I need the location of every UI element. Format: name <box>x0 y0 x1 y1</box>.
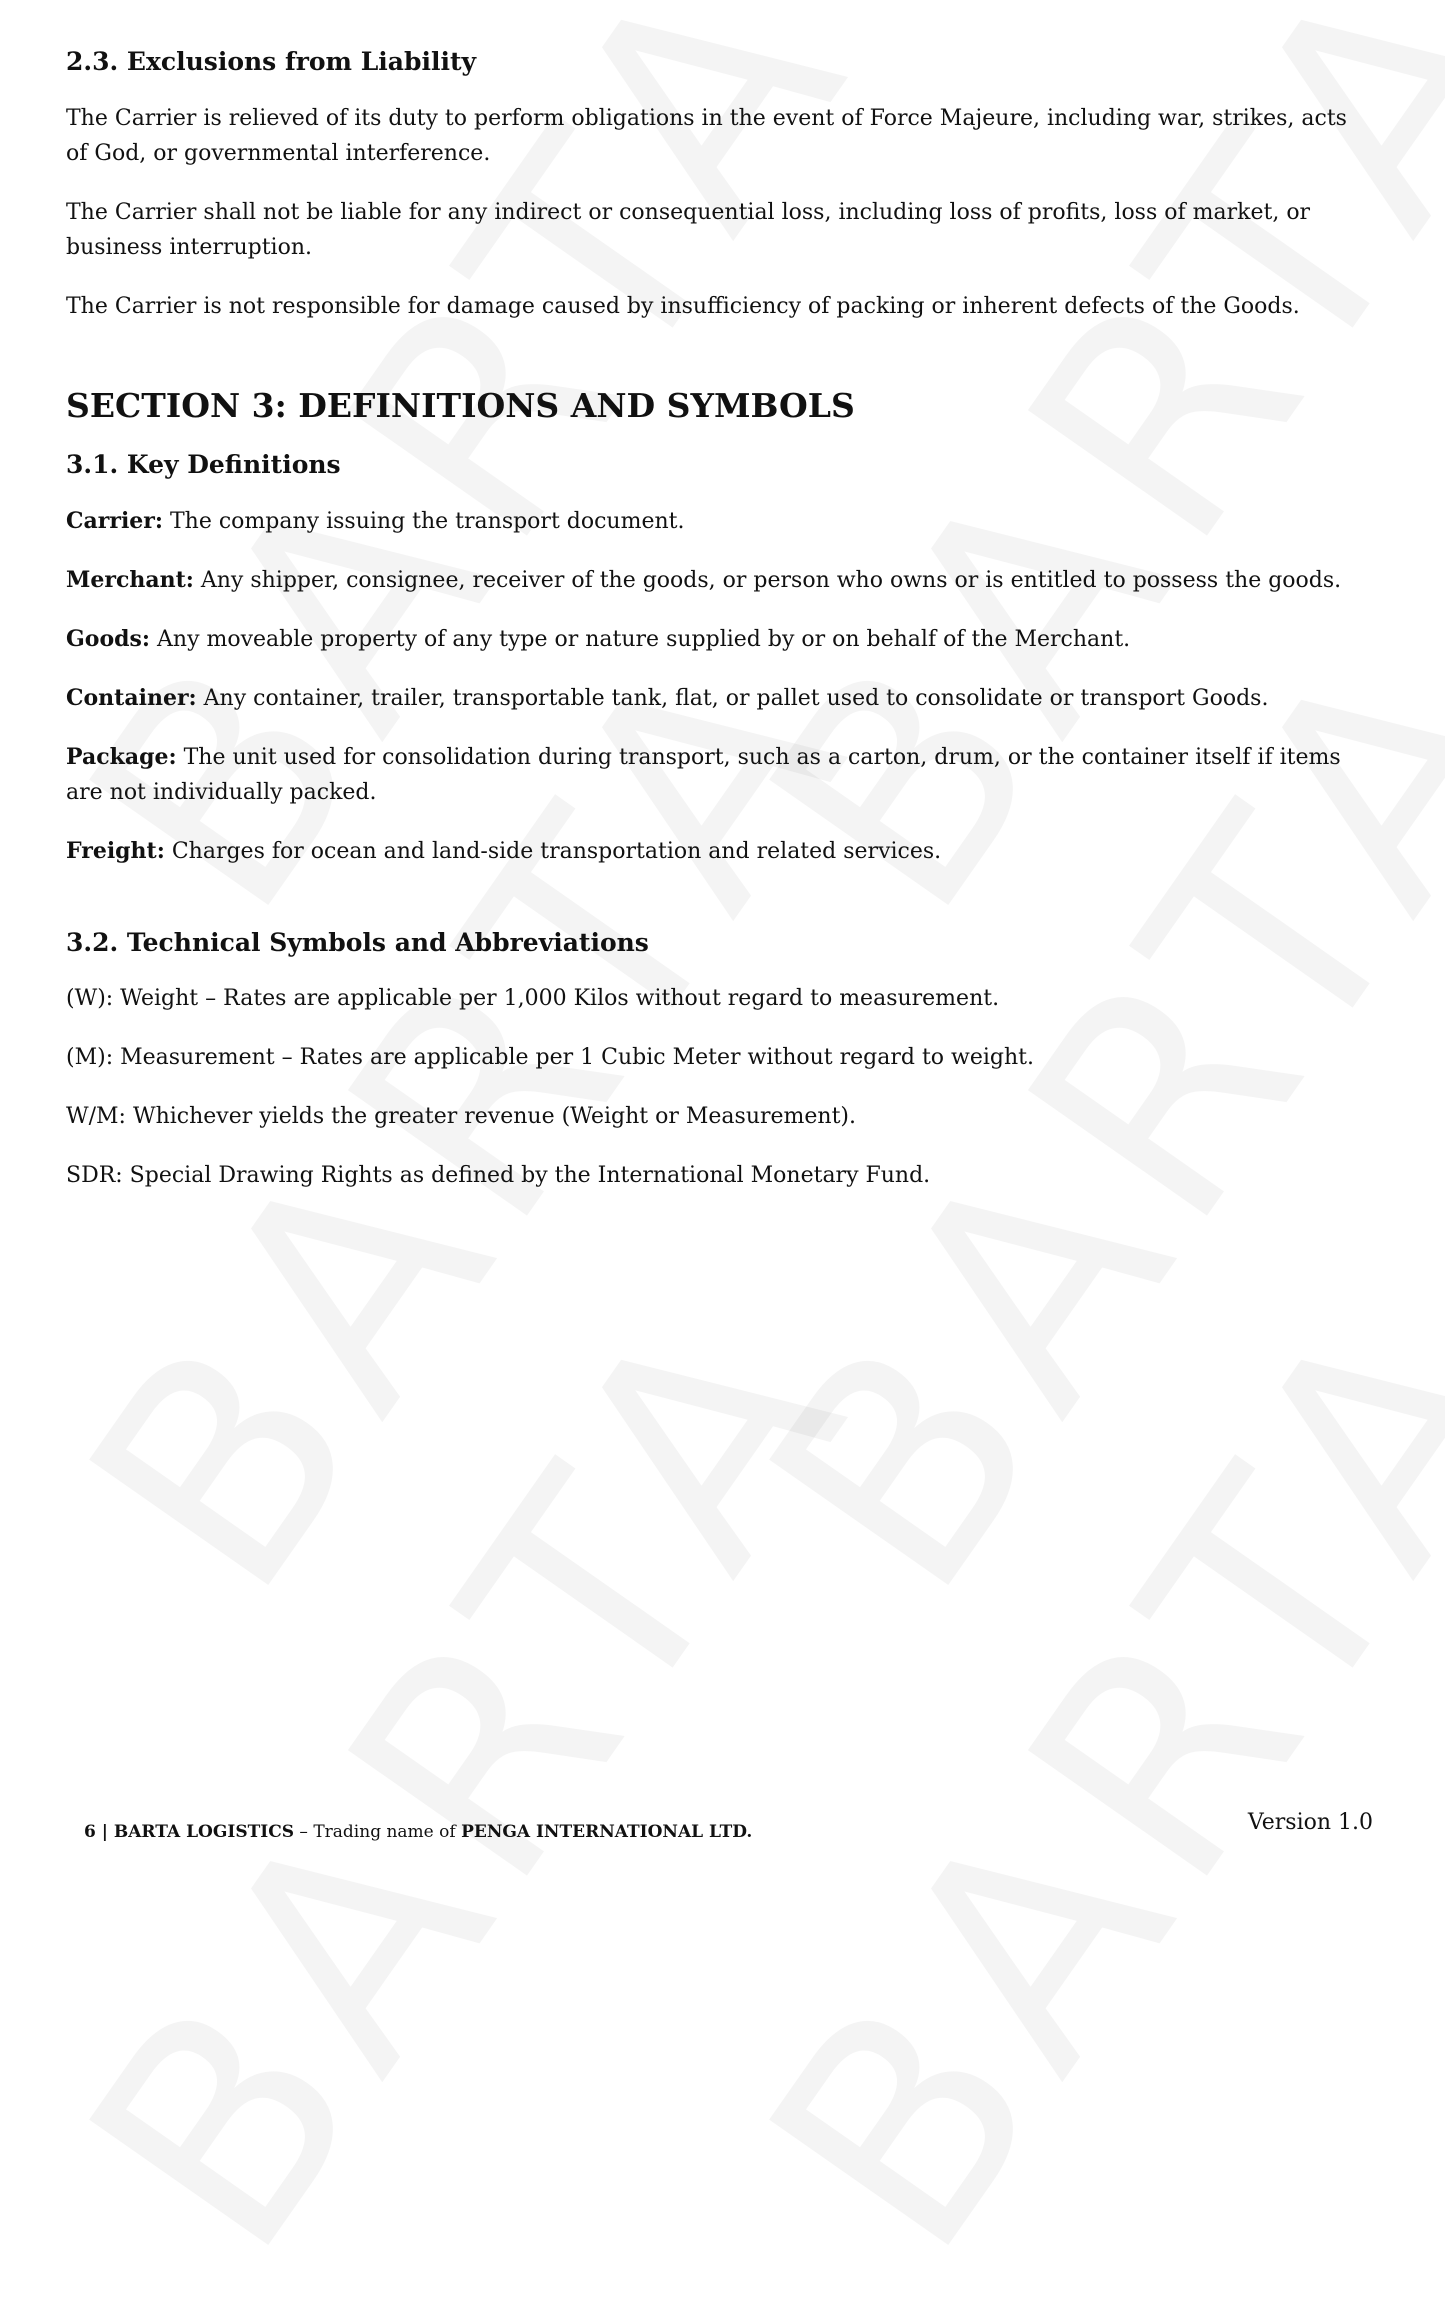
symbol-item: (M): Measurement – Rates are applicable per 1 Cubic Meter without regard to weight. <box>66 1045 1034 1071</box>
definition-term: Freight: <box>66 837 165 864</box>
definition-item <box>66 622 1366 657</box>
definition-item <box>66 563 1366 598</box>
exclusion-paragraph: The Carrier is not responsible for damage caused by insufficiency of packing or inherent defects of the Goods. <box>66 293 1300 319</box>
symbol-item: W/M: Whichever yields the greater revenue (Weight or Measurement). <box>66 1104 857 1130</box>
version-label: Version 1.0 <box>1247 1810 1373 1835</box>
footer-middle-text: – Trading name of <box>294 1822 462 1842</box>
spacer <box>66 348 1366 386</box>
section-2-3-heading: 2.3. Exclusions from Liability <box>66 47 477 76</box>
definition-text: Charges for ocean and land-side transportation and related services. <box>164 838 942 864</box>
page-footer <box>84 1822 752 1842</box>
symbol-item: (W): Weight – Rates are applicable per 1,000 Kilos without regard to measurement. <box>66 986 1000 1012</box>
definition-term: Package: <box>66 743 177 770</box>
exclusion-paragraph: The Carrier is relieved of its duty to perform obligations in the event of Force Majeure, including war, strikes, acts of God, or governmental interference. <box>66 105 1347 166</box>
definition-item <box>66 834 1366 869</box>
symbols-heading: 3.2. Technical Symbols and Abbreviations <box>66 927 649 957</box>
definition-term: Merchant: <box>66 566 194 593</box>
definition-text: Any shipper, consignee, receiver of the goods, or person who owns or is entitled to possess the goods. <box>193 567 1342 593</box>
definition-text: The company issuing the transport document. <box>163 508 685 534</box>
definition-item <box>66 681 1366 716</box>
definition-term: Carrier: <box>66 507 164 534</box>
symbol-item: SDR: Special Drawing Rights as defined by the International Monetary Fund. <box>66 1163 931 1189</box>
section-3-heading: SECTION 3: DEFINITIONS AND SYMBOLS <box>66 385 855 425</box>
definition-text: The unit used for consolidation during transport, such as a carton, drum, or the container itself if items are not individually packed. <box>66 744 1341 805</box>
definition-term: Container: <box>66 684 197 711</box>
exclusion-paragraph: The Carrier shall not be liable for any indirect or consequential loss, including loss of profits, loss of market, or business interruption. <box>66 199 1311 260</box>
watermark-text <box>704 1239 1445 2310</box>
watermark-text <box>24 1239 920 2310</box>
definition-text: Any moveable property of any type or nature supplied by or on behalf of the Merchant. <box>150 626 1131 652</box>
footer-separator: | <box>95 1822 114 1842</box>
definition-term: Goods: <box>66 625 151 652</box>
document-body <box>66 46 1366 1217</box>
definition-text: Any container, trailer, transportable tank, flat, or pallet used to consolidate or transport Goods. <box>196 685 1269 711</box>
definition-item <box>66 504 1366 539</box>
footer-company: BARTA LOGISTICS <box>113 1822 295 1842</box>
definition-item <box>66 740 1366 810</box>
page-number: 6 <box>84 1822 96 1842</box>
key-definitions-heading: 3.1. Key Definitions <box>66 450 341 480</box>
spacer <box>66 893 1366 927</box>
footer-legal-name: PENGA INTERNATIONAL LTD. <box>461 1822 753 1842</box>
